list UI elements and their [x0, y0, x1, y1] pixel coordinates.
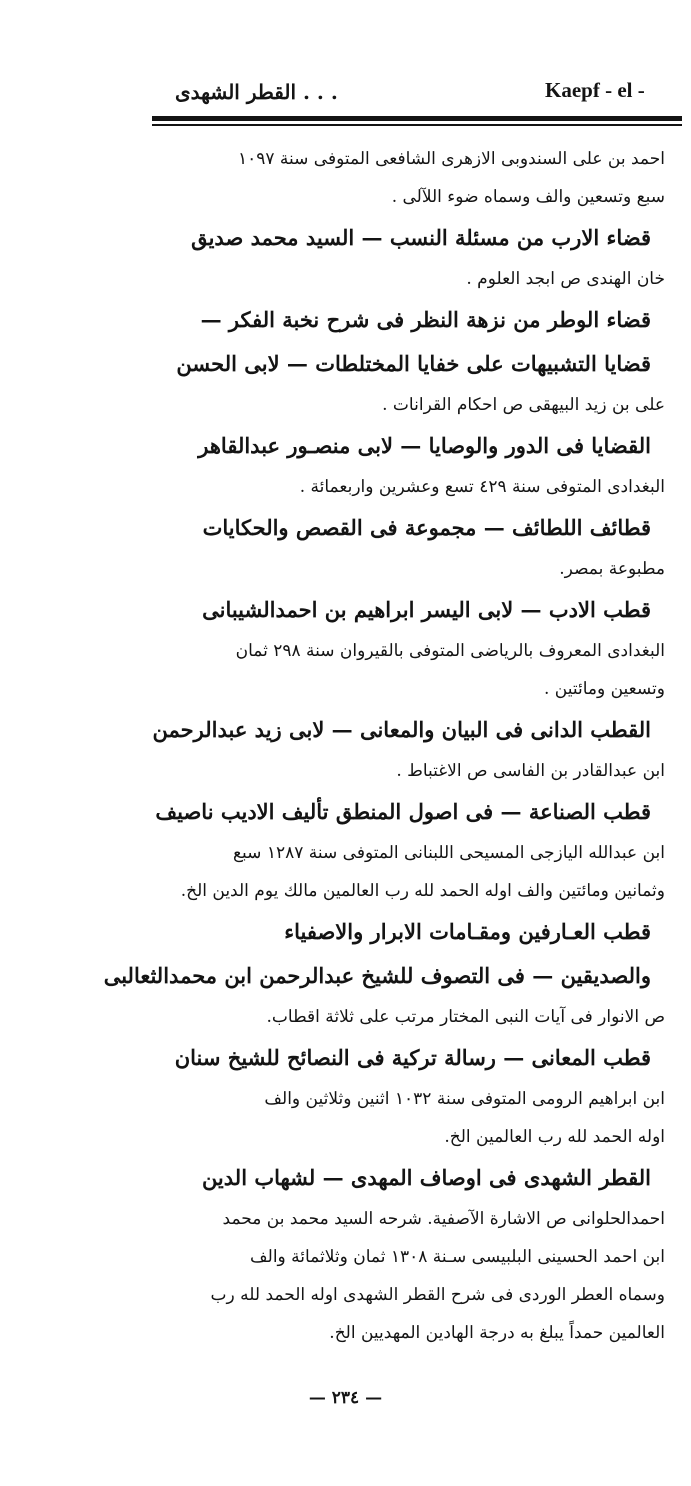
entry-title-line: قضايا التشبيهات على خفايا المختلطات — لابى الحسن	[176, 351, 651, 376]
entry-text-line: البغدادى المتوفى سنة ٤٢٩ تسع وعشرين واربعمائة .	[299, 477, 665, 497]
running-title-latin: Kaepf - el -	[545, 78, 645, 102]
entry-text-line: ابن عبدالقادر بن الفاسى ص الاغتباط .	[396, 761, 665, 781]
entry-title-line: قطب الادب — لابى اليسر ابراهيم بن احمدالشيبانى	[202, 597, 651, 622]
entry-text-line: على بن زيد البيهقى ص احكام القرانات .	[382, 395, 665, 415]
entry-text-line: العالمين حمداً يبلغ به درجة الهادين المهديين الخ.	[329, 1323, 665, 1343]
entry-title-line: قطب الصناعة — فى اصول المنطق تأليف الاديب ناصيف	[155, 799, 651, 824]
entry-text-line: احمدالحلوانى ص الاشارة الآصفية. شرحه السيد محمد بن محمد	[222, 1209, 665, 1229]
entry-text-line: ابن احمد الحسينى البلبيسى سـنة ١٣٠٨ ثمان وثلاثمائة والف	[250, 1247, 665, 1267]
entry-title-line: قطب العـارفين ومقـامات الابرار والاصفياء	[284, 919, 651, 944]
header-rule	[152, 116, 682, 121]
entry-text-line: ص الانوار فى آيات النبى المختار مرتب على ثلاثة اقطاب.	[266, 1007, 665, 1027]
entry-text-line: البغدادى المعروف بالرياضى المتوفى بالقيروان سنة ٢٩٨ ثمان	[235, 641, 665, 661]
entry-title-line: القطب الدانى فى البيان والمعانى — لابى زيد عبدالرحمن	[152, 717, 651, 742]
entry-title-line: قطائف اللطائف — مجموعة فى القصص والحكايات	[202, 515, 651, 540]
entry-text-line: مطبوعة بمصر.	[559, 559, 665, 579]
entry-title-line: والصديقين — فى التصوف للشيخ عبدالرحمن ابن محمدالثعالبى	[103, 963, 651, 988]
entry-title-line: قطب المعانى — رسالة تركية فى النصائح للشيخ سنان	[174, 1045, 651, 1070]
entry-title-line: القضايا فى الدور والوصايا — لابى منصـور عبدالقاهر	[198, 433, 651, 458]
entry-title-line: قضاء الوطر من نزهة النظر فى شرح نخبة الفكر —	[200, 307, 651, 332]
page-number: — ٢٣٤ —	[308, 1388, 383, 1408]
entry-text-line: ابن عبدالله اليازجى المسيحى اللبنانى المتوفى سنة ١٢٨٧ سبع	[233, 843, 665, 863]
entry-text-line: احمد بن على السندوبى الازهرى الشافعى المتوفى سنة ١٠٩٧	[237, 149, 665, 169]
entry-text-line: وسماه العطر الوردى فى شرح القطر الشهدى اوله الحمد لله رب	[210, 1285, 665, 1305]
entry-title-line: قضاء الارب من مسئلة النسب — السيد محمد صديق	[191, 225, 651, 250]
running-title-arabic: القطر الشهدى . . .	[175, 80, 338, 104]
entry-text-line: ابن ابراهيم الرومى المتوفى سنة ١٠٣٢ اثنين وثلاثين والف	[264, 1089, 665, 1109]
entry-text-line: وتسعين ومائتين .	[543, 679, 665, 699]
entry-text-line: اوله الحمد لله رب العالمين الخ.	[444, 1127, 665, 1147]
header-rule-thin	[152, 124, 682, 126]
entry-text-line: خان الهندى ص ابجد العلوم .	[466, 269, 665, 289]
entry-text-line: سبع وتسعين والف وسماه ضوء اللآلى .	[391, 187, 665, 207]
entry-text-line: وثمانين ومائتين والف اوله الحمد لله رب العالمين مالك يوم الدين الخ.	[180, 881, 665, 901]
page-body-text	[103, 140, 665, 1352]
entry-title-line: القطر الشهدى فى اوصاف المهدى — لشهاب الدين	[201, 1165, 651, 1190]
